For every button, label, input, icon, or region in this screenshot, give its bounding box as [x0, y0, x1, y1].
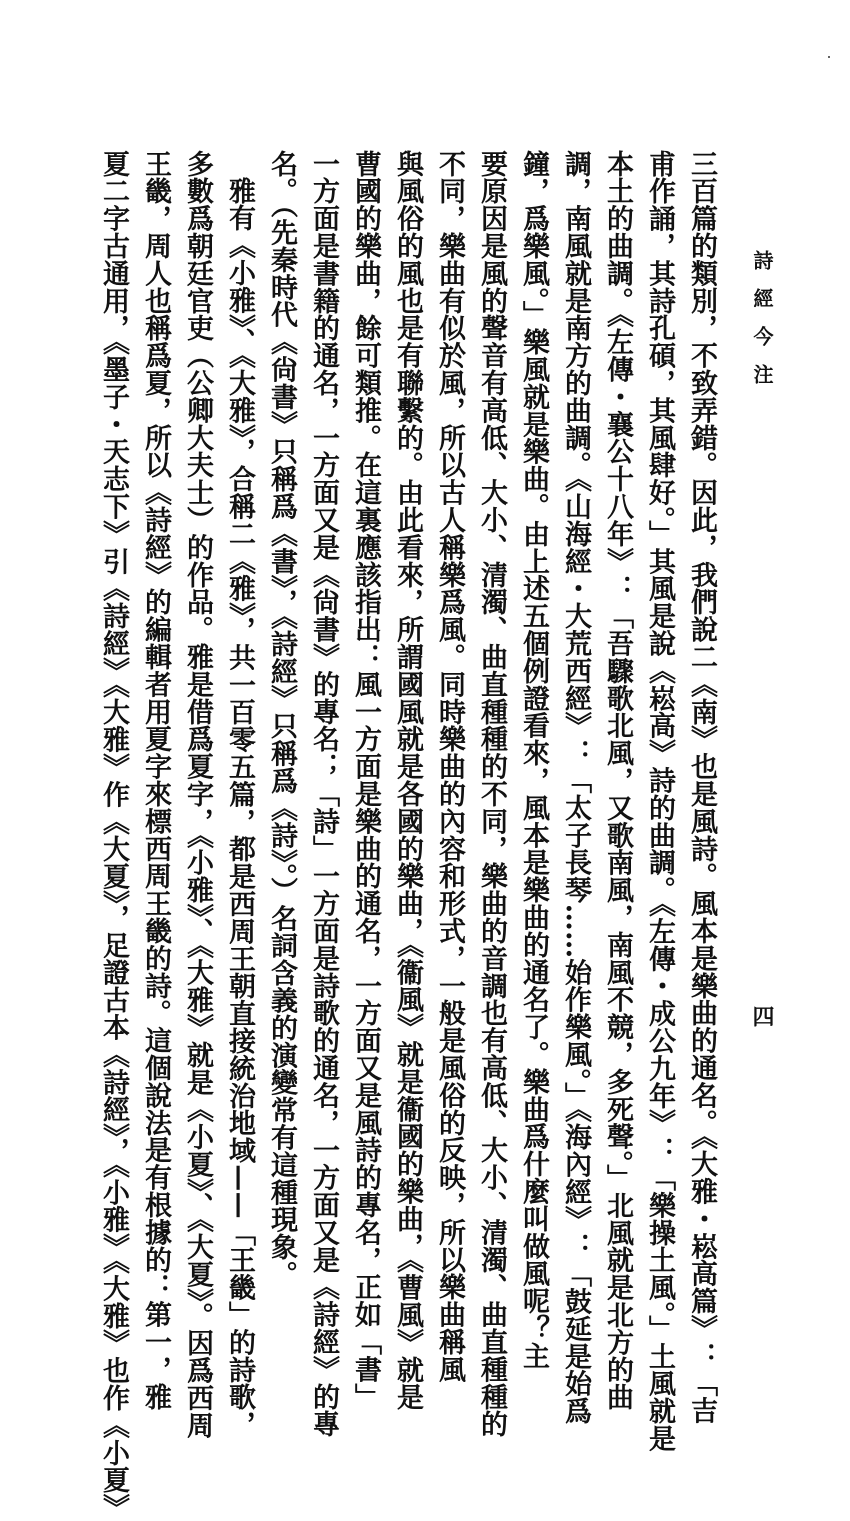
scan-speck	[828, 56, 830, 58]
body-text	[98, 150, 722, 1521]
text-column-paragraph-start: 雅有《小雅》、《大雅》，合稱二《雅》，共一百零五篇，都是西周王朝直接統治地域——「王畿」的詩歌，	[224, 177, 255, 1439]
text-column: 甫作誦，其詩孔碩，其風肆好。」其風是說《崧高》詩的曲調。《左傳・成公九年》：「樂操土風。」土風就是	[644, 150, 675, 1453]
text-column: 本土的曲調。《左傳・襄公十八年》：「吾驟歌北風，又歌南風，南風不競，多死聲。」北風就是北方的曲	[602, 150, 633, 1411]
text-column: 要原因是風的聲音有高低、大小、清濁、曲直種種的不同，樂曲的音調也有高低、大小、清濁、曲直種種的	[476, 150, 507, 1438]
text-column: 多數爲朝廷官吏（公卿大夫士）的作品。雅是借爲夏字，《小雅》、《大雅》就是《小夏》、《大夏》。因爲西周	[182, 150, 213, 1439]
text-column: 與風俗的風也是有聯繫的。由此看來，所謂國風就是各國的樂曲，《衞風》就是衞國的樂曲，《曹風》就是	[392, 150, 423, 1411]
text-column: 調，南風就是南方的曲調。《山海經・大荒西經》：「太子長琴……始作樂風。」《海內經》：「鼓延是始爲	[560, 150, 591, 1425]
text-column: 一方面是書籍的通名，一方面又是《尙書》的專名；「詩」一方面是詩歌的通名，一方面又是《詩經》的專	[308, 150, 339, 1438]
running-title: 詩經今注	[750, 250, 774, 402]
page-number: 四	[749, 1005, 775, 1027]
text-column: 名。（先秦時代《尙書》只稱爲《書》，《詩經》只稱爲《詩》。）名詞含義的演變常有這種現象。	[266, 150, 297, 1289]
text-column: 曹國的樂曲，餘可類推。在這裏應該指出：風一方面是樂曲的通名，一方面又是風詩的專名，正如「書」	[350, 150, 381, 1411]
text-column: 鐘，爲樂風。」樂風就是樂曲。由上述五個例證看來，風本是樂曲的通名了。樂曲爲什麼叫做風呢？主	[518, 150, 549, 1370]
text-column: 三百篇的類別，不致弄錯。因此，我們說二《南》也是風詩。風本是樂曲的通名。《大雅・崧高篇》：「吉	[686, 150, 717, 1425]
text-column: 夏二字古通用，《墨子・天志下》引《詩經》《大雅》作《大夏》，足證古本《詩經》，《小雅》《大雅》也作《小夏》	[98, 150, 129, 1521]
text-column: 不同，樂曲有似於風，所以古人稱樂爲風。同時樂曲的內容和形式，一般是風俗的反映，所以樂曲稱風	[434, 150, 465, 1383]
text-column: 王畿，周人也稱爲夏，所以《詩經》的編輯者用夏字來標西周王畿的詩。這個說法是有根據的：第一，雅	[140, 150, 171, 1411]
